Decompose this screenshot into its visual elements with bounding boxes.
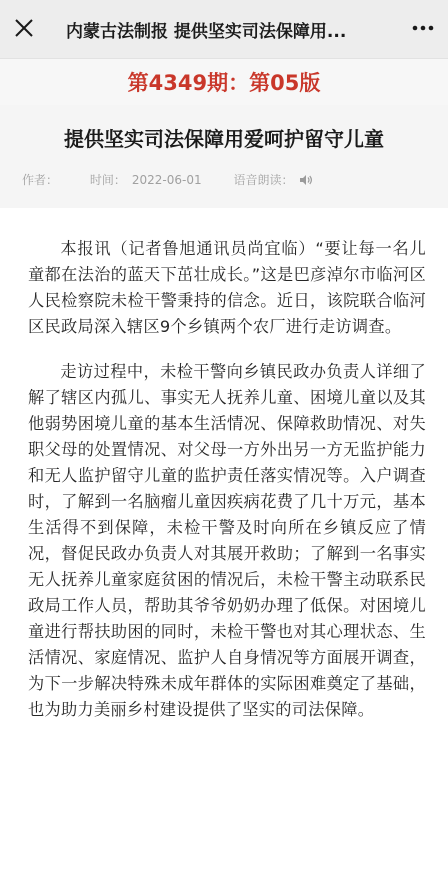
article-meta bbox=[22, 171, 313, 188]
speaker-icon[interactable] bbox=[299, 174, 313, 186]
article-paragraph: 本报讯（记者鲁旭通讯员尚宜临）“要让每一名儿童都在法治的蓝天下茁壮成长。”这是巴彦淖尔市临河区人民检察院未检干警秉持的信念。近日，该院联合临河区民政局深入辖区9个乡镇两个农厂进行走访调查。 bbox=[28, 239, 426, 336]
article-paragraph: 走访过程中，未检干警向乡镇民政办负责人详细了解了辖区内孤儿、事实无人抚养儿童、困境儿童以及其他弱势困境儿童的基本生活情况、保障救助情况、对失职父母的处置情况、对父母一方外出另一方无监护能力和无人监护留守儿童的监护责任落实情况等。入户调查时，了解到一名脑瘤儿童因疾病花费了几十万元，基本生活得不到保障，未检干警及时向所在乡镇反应了情况，督促民政办负责人对其展开救助；了解到一名事实无人抚养儿童家庭贫困的情况后，未检干警主动联系民政局工作人员，帮助其爷爷奶奶办理了低保。对困境儿童进行帮扶助困的同时，未检干警也对其心理状态、生活情况、家庭情况、监护人自身情况等方面展开调查，为下一步解决特殊未成年群体的实际困难奠定了基础，也为助力美丽乡村建设提供了坚实的司法保障。 bbox=[28, 362, 426, 719]
article-title: 提供坚实司法保障用爱呵护留守儿童 bbox=[64, 127, 384, 151]
close-icon[interactable] bbox=[8, 12, 40, 44]
issue-label: 第4349期：第05版 bbox=[127, 71, 321, 95]
issue-banner bbox=[0, 59, 448, 105]
more-dots-icon[interactable] bbox=[408, 13, 438, 43]
article-header bbox=[0, 105, 448, 208]
author-label: 作者： bbox=[22, 173, 59, 187]
top-bar bbox=[0, 0, 448, 59]
time-label: 时间： bbox=[89, 173, 126, 187]
article-body bbox=[28, 236, 426, 742]
page-title: 内蒙古法制报 提供坚实司法保障用... bbox=[66, 22, 347, 42]
audio-label: 语音朗读： bbox=[233, 173, 294, 187]
time-value: 2022-06-01 bbox=[131, 173, 202, 187]
